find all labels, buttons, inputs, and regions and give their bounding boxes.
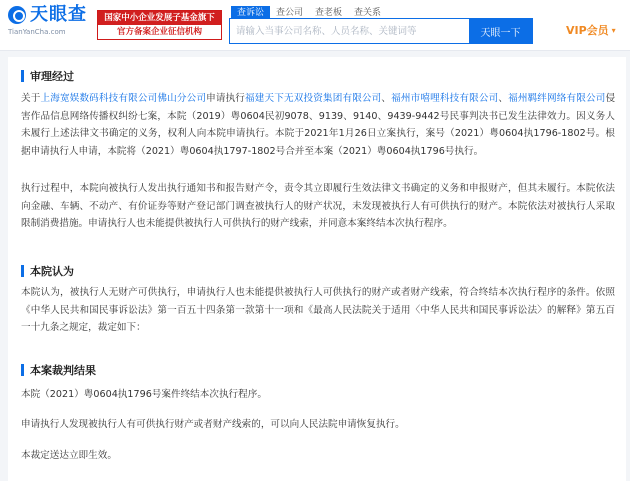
text-segment: 、 (381, 93, 392, 104)
badge-line-2: 官方备案企业征信机构 (98, 25, 221, 39)
tab-lawsuit[interactable]: 查诉讼 (231, 6, 270, 20)
vip-label: VIP会员 (566, 24, 609, 37)
paragraph-court-opinion: 本院认为，被执行人无财产可供执行，申请执行人也未能提供被执行人可供执行的财产或者财产线索，符合终结本次执行程序的条件。依照《中华人民共和国民事诉讼法》第一百五十四条第一款第十一项和《最高人民法院关于适用〈中华人民共和国民事诉讼法〉的解释》第五百一十九条之规定，裁定如下： (21, 287, 615, 333)
search-button[interactable]: 天眼一下 (469, 19, 532, 43)
search-input[interactable] (230, 19, 469, 43)
section-title-trial: 审理经过 (21, 68, 74, 84)
party-link-applicant[interactable]: 上海宽娱数码科技有限公司佛山分公司 (40, 93, 207, 104)
eye-logo-icon (8, 6, 26, 24)
paragraph-ruling: 本院（2021）粤0604执1796号案件终结本次执行程序。 (21, 389, 267, 400)
paragraph-execution-process: 执行过程中，本院向被执行人发出执行通知书和报告财产令，责令其立即履行生效法律文书确定的义务和申报财产，但其未履行。本院依法向金融、车辆、不动产、有价证券等财产登记部门调查被执行人的财产状况，未发现被执行人有可供执行的财产。本院依法对被执行人采取限制消费措施。申请执行人也未能提供被执行人可供执行的财产线索，并同意本案终结本次执行程序。 (21, 183, 615, 229)
tab-relation[interactable]: 查关系 (354, 8, 382, 18)
vip-member-menu[interactable] (566, 22, 616, 38)
site-logo[interactable] (8, 5, 100, 45)
text-segment: 侵害作品信息网络传播权纠纷七案，本院（2019）粤0604民初9078、9139、9140、9439-9442号民事判决书已发生法律效力。因义务人未履行上述法律文书确定的义务，权利人向本院申请执行。本院于2021年1月26日立案执行，案号（2021）粤0604执1796-1802号。根据申请执行人申请，本院将（2021）粤0604执1797-1802号合并至本案（2021）粤0604执1796号执行。 (21, 93, 616, 157)
tab-company[interactable]: 查公司 (276, 8, 304, 18)
party-link-respondent-3[interactable]: 福州羁绊网络有限公司 (508, 93, 606, 104)
text-segment: 、 (498, 93, 509, 104)
section-title-court-opinion: 本院认为 (21, 263, 74, 279)
chevron-down-icon: ▾ (611, 25, 616, 35)
search-bar (229, 18, 533, 44)
paragraph-case-history (21, 90, 615, 160)
section-title-ruling: 本案裁判结果 (21, 362, 96, 378)
party-link-respondent-1[interactable]: 福建天下无双投资集团有限公司 (245, 93, 382, 104)
top-header (0, 0, 630, 51)
paragraph-effective: 本裁定送达立即生效。 (21, 450, 117, 461)
paragraph-resume-notice: 申请执行人发现被执行人有可供执行财产或者财产线索的，可以向人民法院申请恢复执行。 (21, 419, 405, 430)
judgment-content (8, 57, 626, 481)
text-segment: 关于 (21, 93, 41, 104)
text-segment: 申请执行 (206, 93, 246, 104)
logo-text: 天眼查 (30, 4, 87, 25)
gov-badge (97, 10, 222, 40)
tab-boss[interactable]: 查老板 (315, 8, 343, 18)
logo-domain: TianYanCha.com (8, 28, 66, 36)
badge-line-1: 国家中小企业发展子基金旗下 (98, 11, 221, 25)
party-link-respondent-2[interactable]: 福州市嘻哩科技有限公司 (391, 93, 499, 104)
